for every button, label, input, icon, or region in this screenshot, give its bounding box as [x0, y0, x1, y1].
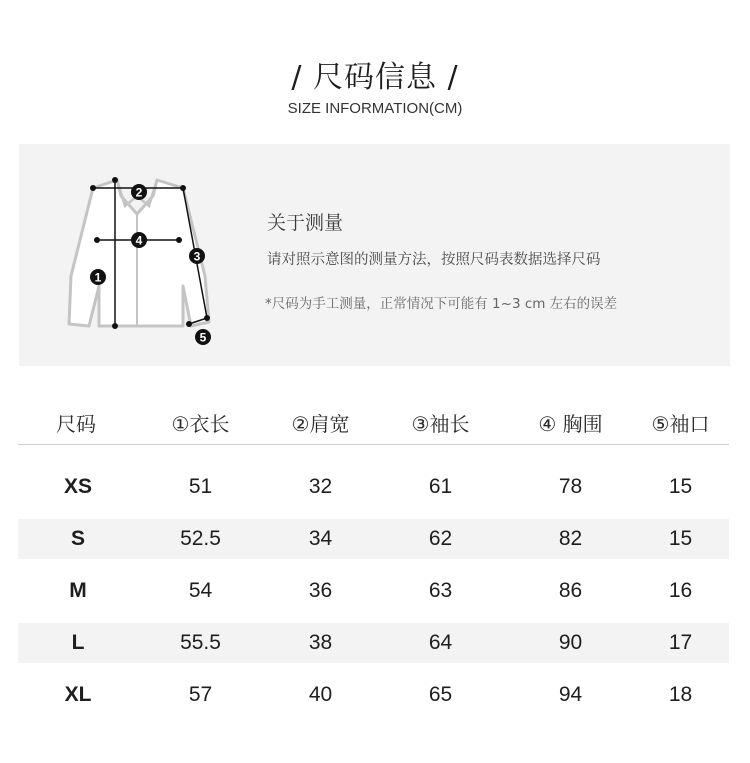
- jacket-outline: [69, 180, 209, 326]
- cell-cuff: 16: [668, 579, 693, 602]
- header-cuff: ⑤袖口: [651, 411, 710, 436]
- measurement-error-note: *尺码为手工测量，正常情况下可能有 1~3 cm 左右的误差: [265, 296, 618, 312]
- cell-length: 51: [188, 475, 213, 498]
- page-title: / 尺码信息 /: [291, 60, 459, 95]
- cell-size: L: [71, 631, 85, 654]
- cell-shoulder: 32: [308, 475, 333, 498]
- cell-chest: 86: [558, 579, 583, 602]
- cell-shoulder: 38: [308, 631, 333, 654]
- size-table-header: [18, 400, 729, 445]
- svg-text:3: 3: [193, 249, 201, 264]
- cell-shoulder: 36: [308, 579, 333, 602]
- cell-cuff: 18: [668, 683, 693, 706]
- svg-text:1: 1: [94, 270, 102, 285]
- cell-cuff: 15: [668, 475, 693, 498]
- cell-sleeve: 62: [428, 527, 453, 550]
- about-measurement-title: 关于测量: [267, 212, 344, 234]
- cell-shoulder: 40: [308, 683, 333, 706]
- cell-size: S: [70, 527, 85, 550]
- table-row: [18, 467, 729, 507]
- marker-4: [131, 232, 147, 248]
- cell-sleeve: 64: [428, 631, 453, 654]
- marker-5: [195, 329, 211, 345]
- cell-chest: 78: [558, 475, 583, 498]
- cell-length: 55.5: [180, 631, 221, 654]
- svg-text:5: 5: [199, 330, 207, 345]
- svg-text:4: 4: [135, 233, 143, 248]
- about-measurement-description: 请对照示意图的测量方法，按照尺码表数据选择尺码: [267, 252, 601, 268]
- cell-sleeve: 63: [428, 579, 453, 602]
- table-row: [18, 675, 729, 715]
- cell-sleeve: 65: [428, 683, 453, 706]
- header-sleeve: ③袖长: [411, 411, 470, 436]
- size-table-body: [18, 467, 729, 715]
- marker-2: [131, 184, 147, 200]
- marker-1: [90, 269, 106, 285]
- cell-cuff: 15: [668, 527, 693, 550]
- measurement-info-panel: [19, 144, 730, 366]
- cell-size: XL: [64, 683, 92, 706]
- header-length: ①衣长: [171, 411, 230, 436]
- jacket-measurement-diagram: [59, 166, 229, 351]
- cell-chest: 90: [558, 631, 583, 654]
- header-chest: ④ 胸围: [538, 411, 603, 436]
- page-subtitle: SIZE INFORMATION(CM): [287, 100, 463, 117]
- cell-length: 57: [188, 683, 213, 706]
- cell-chest: 82: [558, 527, 583, 550]
- size-table: [18, 400, 729, 727]
- cell-sleeve: 61: [428, 475, 453, 498]
- cell-size: XS: [63, 475, 92, 498]
- svg-text:2: 2: [135, 185, 143, 200]
- cell-shoulder: 34: [308, 527, 333, 550]
- table-row: [18, 519, 729, 559]
- header-shoulder: ②肩宽: [291, 411, 350, 436]
- cell-length: 52.5: [180, 527, 221, 550]
- cell-chest: 94: [558, 683, 583, 706]
- cell-cuff: 17: [668, 631, 693, 654]
- marker-3: [189, 248, 205, 264]
- cell-size: M: [69, 579, 87, 602]
- table-row: [18, 571, 729, 611]
- table-row: [18, 623, 729, 663]
- cell-length: 54: [188, 579, 213, 602]
- header-size: 尺码: [56, 411, 96, 436]
